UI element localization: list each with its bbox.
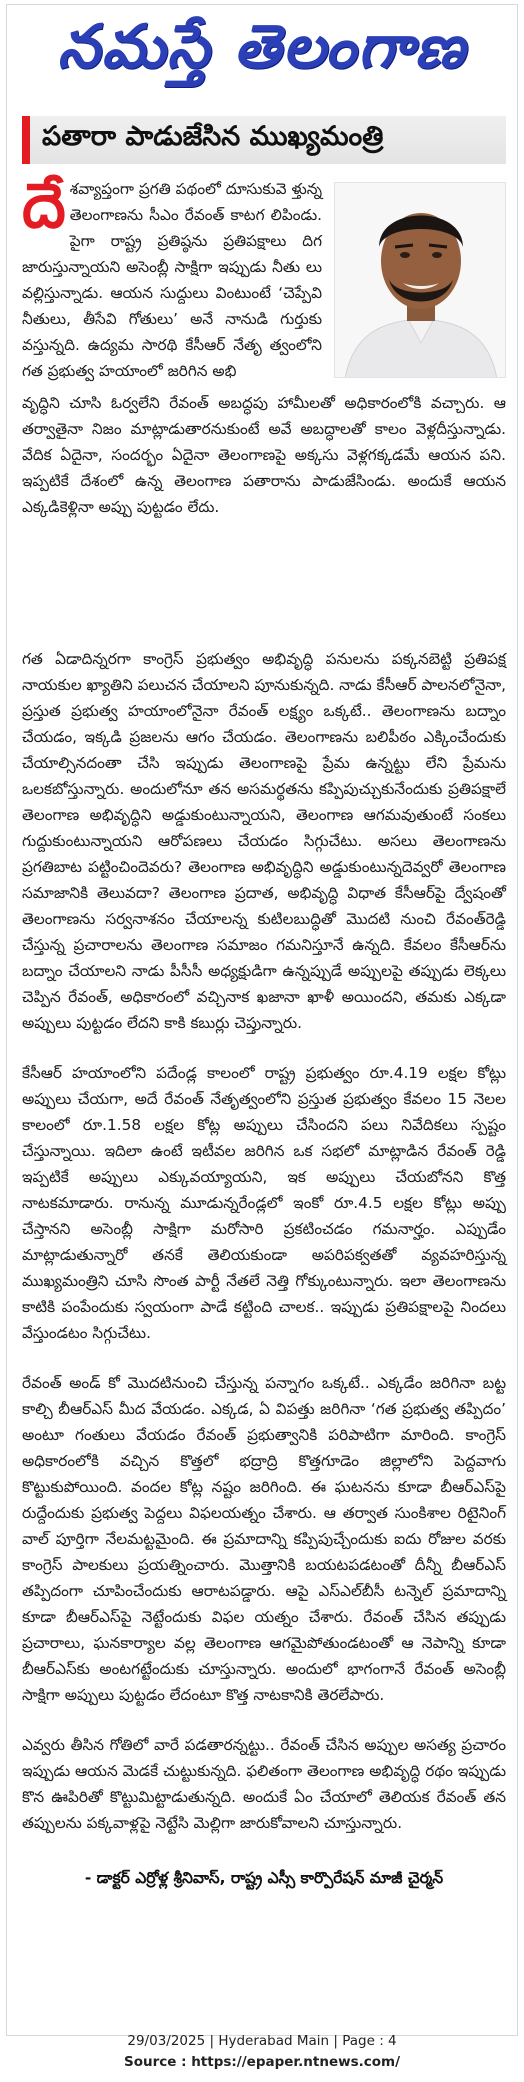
body-paragraph-2: కేసీఆర్ హయాంలోని పదేండ్ల కాలంలో రాష్ట్ర ప్రభుత్వం రూ.4.19 లక్షల కోట్లు అప్పులు చేయగా, అదే రేవంత్ నేతృత్వంలోని ప్రస్తుత ప్రభుత్వం కేవలం 15 నెలల కాలంలో రూ.1.58 లక్షల కోట్ల అప్పులు చేసిందని పలు నివేదికలు స్పష్టం చేస్తున్నాయి. ఇదిలా ఉంటే ఇటీవల జరిగిన ఒక సభలో మాట్లాడిన రేవంత్ రెడ్డి ఇప్పటికే అప్పులు ఎక్కువయ్యాయని, ఇక అప్పులు చేయబోనని కొత్త నాటకమాడారు. రానున్న మూడున్నరేండ్లలో ఇంకో రూ.4.5 లక్షల కోట్లు అప్పు చేస్తానని అసెంబ్లీ సాక్షిగా మరోసారి ప్రకటించడం గమనార్హం. ఎప్పుడేం మాట్లాడుతున్నారో తనకే తెలియకుండా అపరిపక్వతతో వ్యవహరిస్తున్న ముఖ్యమంత్రిని చూసి సొంత పార్టీ నేతలే నెత్తి గోక్కుంటున్నారు. ఇలా తెలంగాణను కాటికి పంపేందుకు స్వయంగా పాడే కట్టింది చాలక.. ఇప్పుడు ప్రతిపక్షాలపై నిందలు వేస్తుండటం సిగ్గుచేటు. [22, 1064, 506, 1342]
article-headline: పతారా పాడుజేసిన ముఖ్యమంత్రి [42, 121, 384, 152]
lead-wrap-text: శవ్యాప్తంగా ప్రగతి పథంలో దూసుకువె ళ్తున్న తెలంగాణను సీఎం రేవంత్ కాటగ లిపిండు. పైగా రాష్ట్ర ప్రతిష్ఠను ప్రతిపక్షాలు దిగ జారుస్తున్నాయని అసెంబ్లీ సాక్షిగా ఇప్పుడు నీతు లు వల్లిస్తున్నాడు. ఆయన సుద్దులు వింటుంటే ‘చెప్పేవి నీతులు, తీసేవి గోతులు’ అనే నానుడి గుర్తుకు వస్తున్నది. ఉద్యమ సారథి కేసీఆర్ నేతృ త్వంలోని గత ప్రభుత్వ హయాంలో జరిగిన అభి [22, 180, 322, 380]
newspaper-title: నమస్తే తెలంగాణ [57, 12, 467, 82]
article-body [22, 169, 506, 1890]
drop-cap: దే [22, 169, 66, 242]
body-paragraph-1: గత ఏడాదిన్నరగా కాంగ్రెస్ ప్రభుత్వం అభివృద్ధి పనులను పక్కనబెట్టి ప్రతిపక్ష నాయకుల ఖ్యాతిని పలుచన చేయాలని పూనుకున్నది. నాడు కేసీఆర్ పాలనలోనైనా, ప్రస్తుత ప్రభుత్వ హయాంలోనైనా రేవంత్ లక్ష్యం ఒక్కటే.. తెలంగాణను బద్నాం చేయడం, ఇక్కడి ప్రజలను ఆగం చేయడం. తెలంగాణను బలిపీఠం ఎక్కించేందుకు చేయాల్సినదంతా చేసి ఇప్పుడు తెలంగాణపై ప్రేమ ఉన్నట్టు లేని ప్రేమను ఒలకబోస్తున్నారు. అందులోనూ తన అసమర్థతను కప్పిపుచ్చుకునేందుకు ప్రతిపక్షాలే తెలంగాణ అభివృద్ధిని అడ్డుకుంటున్నాయని, తెలంగాణ ఆగమవుతుంటే సంకలు గుద్దుకుంటున్నాయని ఆరోపణలు చేయడం సిగ్గుచేటు. అసలు తెలంగాణను ప్రగతిబాట పట్టించిందెవరు? తెలంగాణ అభివృద్ధిని అడ్డుకుంటున్నదెవ్వరో తెలంగాణ సమాజానికి తెలువదా? తెలంగాణ ప్రదాత, అభివృద్ధి విధాత కేసీఆర్‌పై ద్వేషంతో తెలంగాణను సర్వనాశనం చేయాలన్న కుటిలబుద్ధితో మొదటి నుంచి రేవంత్‌రెడ్డి చేస్తున్న ప్రచారాలను తెలంగాణ సమాజం గమనిస్తూనే ఉన్నది. కేవలం కేసీఆర్‌ను బద్నాం చేయాలని నాడు పీసీసీ అధ్యక్షుడిగా ఉన్నప్పుడే అప్పులపై తప్పుడు లెక్కలు చెప్పిన రేవంత్, అధికారంలో వచ్చినాక ఖజానా ఖాళీ అయిందని, తమకు ఎక్కడా అప్పులు పుట్టడం లేదని కాకి కబుర్లు చెప్తున్నారు. [22, 650, 506, 1032]
source-link[interactable]: Source : https://epaper.ntnews.com/ [123, 2054, 401, 2070]
lead-wrapped-column [22, 169, 322, 384]
article-lead [22, 169, 506, 606]
edition-info: 29/03/2025 | Hyderabad Main | Page : 4 [127, 2033, 397, 2049]
body-paragraph-4: ఎవ్వరు తీసిన గోతిలో వారే పడతారన్నట్టు.. రేవంత్ చేసిన అప్పుల అసత్య ప్రచారం ఇప్పుడు ఆయన మెడకే చుట్టుకున్నది. ఫలితంగా తెలంగాణ అభివృద్ధి రథం ఇప్పుడు కొన ఊపిరితో కొట్టుమిట్టాడుతున్నది. అందుకే ఏం చేయాలో తెలియక రేవంత్ తన తప్పులను పక్కవాళ్లపై నెట్టేసి మెల్లిగా జారుకోవాలని చూస్తున్నారు. [22, 1736, 506, 1832]
author-signature: - డాక్టర్ ఎర్రోళ్ల శ్రీనివాస్, రాష్ట్ర ఎస్సీ కార్పొరేషన్ మాజీ చైర్మన్ [84, 1869, 444, 1887]
lead-full-width [22, 390, 506, 520]
lead-paragraph-continued: వృద్ధిని చూసి ఓర్వలేని రేవంత్ అబద్ధపు హామీలతో అధికారంలోకి వచ్చారు. ఆ తర్వాతైనా నిజం మాట్లాడుతారనుకుంటే అవే అబద్ధాలతో కాలం వెళ్లదీస్తున్నాడు. వేదిక ఏదైనా, సందర్భం ఏదైనా తెలంగాణపై అక్కసు వెళ్లగక్కడమే ఆయన పని. ఇప్పటికే దేశంలో ఉన్న తెలంగాణ పతారాను పాడుజేసిండు. అందుకే ఆయన ఎక్కడికెళ్లినా అప్పు పుట్టడం లేదు. [22, 394, 506, 516]
masthead [18, 6, 506, 88]
body-paragraph-3: రేవంత్ అండ్ కో మొదటినుంచి చేస్తున్న పన్నాగం ఒక్కటే.. ఎక్కడేం జరిగినా బట్ట కాల్చి బీఆర్ఎస్ మీద వేయడం. ఎక్కడ, ఏ విపత్తు జరిగినా ‘గత ప్రభుత్వ తప్పిదం’ అంటూ గంతులు వేయడం రేవంత్ ప్రభుత్వానికి పరిపాటిగా మారింది. కాంగ్రెస్ అధికారంలోకి వచ్చిన కొత్తలో భద్రాద్రి కొత్తగూడెం జిల్లాలోని పెద్దవాగు కొట్టుకుపోయింది. వందల కోట్ల నష్టం జరిగింది. ఈ ఘటనను కూడా బీఆర్ఎస్‌పై రుద్దేందుకు ప్రభుత్వ పెద్దలు విఫలయత్నం చేశారు. ఆ తర్వాత సుంకిశాల రిటైనింగ్ వాల్ పూర్తిగా నేలమట్టమైంది. ఈ ప్రమాదాన్ని కప్పిపుచ్చేందుకు ఐదు రోజుల వరకు కాంగ్రెస్ పాలకులు ప్రయత్నించారు. మొత్తానికి బయటపడటంతో దీన్నీ బీఆర్ఎస్ తప్పిదంగా చూపించేందుకు ఆరాటపడ్డారు. ఆపై ఎస్ఎల్‌బీసీ టన్నెల్ ప్రమాదాన్ని కూడా బీఆర్‌ఎస్‌పై నెట్టేందుకు విఫల యత్నం చేశారు. రేవంత్ చేసిన తప్పుడు ప్రచారాలు, ఘనకార్యాల వల్ల తెలంగాణ ఆగమైపోతుండటంతో ఆ నెపాన్ని కూడా బీఆర్‌ఎస్‌కు అంటగట్టేందుకు చూస్తున్నారు. అందులో భాగంగానే రేవంత్ అసెంబ్లీ సాక్షిగా అప్పులు పుట్టడం లేదంటూ కొత్త నాటకానికి తెరలేపారు. [22, 1374, 506, 1704]
page-footer [0, 2030, 524, 2072]
portrait-illustration [335, 183, 506, 378]
headline-bar [22, 116, 506, 164]
lead-paragraph-wrapped [22, 169, 322, 384]
author-photo [334, 182, 506, 378]
